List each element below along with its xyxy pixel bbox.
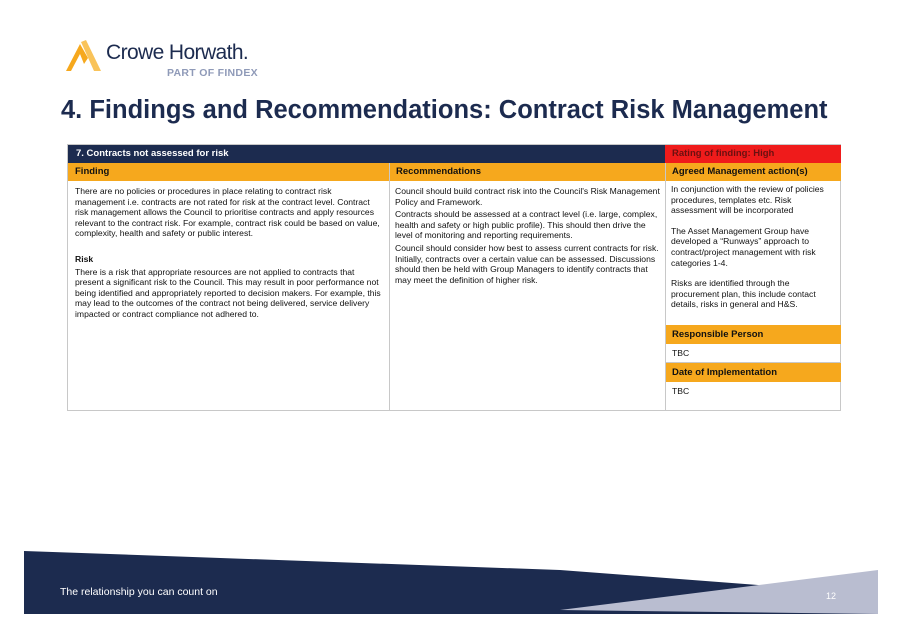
recommendation-text: Contracts should be assessed at a contract level (i.e. large, complex, health and safety or high public profile). This should then drive the level of monitoring and reporting requirements. (395, 209, 658, 241)
logo-subtitle: PART OF FINDEX (167, 67, 258, 79)
column-header-actions: Agreed Management action(s) (666, 163, 841, 181)
finding-cell (75, 186, 384, 322)
crowe-logo-icon (66, 40, 102, 72)
implementation-date-value: TBC (672, 386, 690, 396)
column-header-recommendations: Recommendations (389, 163, 665, 181)
recommendation-text: Council should build contract risk into the Council's Risk Management Policy and Framework. (395, 186, 660, 207)
risk-text: There is a risk that appropriate resources are not applied to contracts that present a significant risk to the Council. This may result in poor performance not being identified and appropriately reported to decision makers. For example, this may lead to the outcomes of the contract not being delivered, service delivery impacted or contract compliance not adhered to. (75, 266, 381, 319)
recommendations-cell (395, 186, 660, 287)
page-number: 12 (826, 591, 837, 601)
page-title: 4. Findings and Recommendations: Contract Risk Management (61, 96, 828, 124)
company-logo (66, 38, 266, 82)
recommendation-text: Council should consider how best to assess current contracts for risk. Initially, contracts over a certain value can be assessed. Discussions should then be held with Group Managers to identify contracts that may meet the definition of higher risk. (395, 242, 659, 285)
footer-banner (0, 548, 901, 638)
finding-text: There are no policies or procedures in place relating to contract risk management i.e. contracts are not rated for risk at the contract level. Contract risk management allows the Council to prioritise contracts and apply resources relevant to the contract risk. For example, contract risk could be based on value, complexity, health and safety or public interest. (75, 186, 380, 239)
responsible-person-header: Responsible Person (666, 325, 841, 344)
responsible-person-value: TBC (672, 348, 690, 358)
column-divider (389, 163, 390, 411)
implementation-date-header: Date of Implementation (666, 363, 841, 382)
action-text: In conjunction with the review of policies procedures, templates etc. Risk assessment will be incorporated (671, 184, 824, 216)
action-text: Risks are identified through the procurement plan, this include contact details, risks in general and H&S. (671, 278, 816, 310)
risk-label: Risk (75, 253, 94, 264)
action-text: The Asset Management Group have developed a “Runways” approach to contract/project management with risk categories 1-4. (671, 225, 816, 268)
actions-cell (671, 184, 837, 312)
footer-tagline: The relationship you can count on (60, 586, 218, 598)
findings-table (67, 144, 841, 411)
column-header-finding: Finding (68, 163, 389, 181)
rating-badge: Rating of finding: High (665, 145, 841, 163)
finding-header: 7. Contracts not assessed for risk (68, 145, 665, 163)
logo-brand-text: Crowe Horwath. (106, 41, 249, 64)
